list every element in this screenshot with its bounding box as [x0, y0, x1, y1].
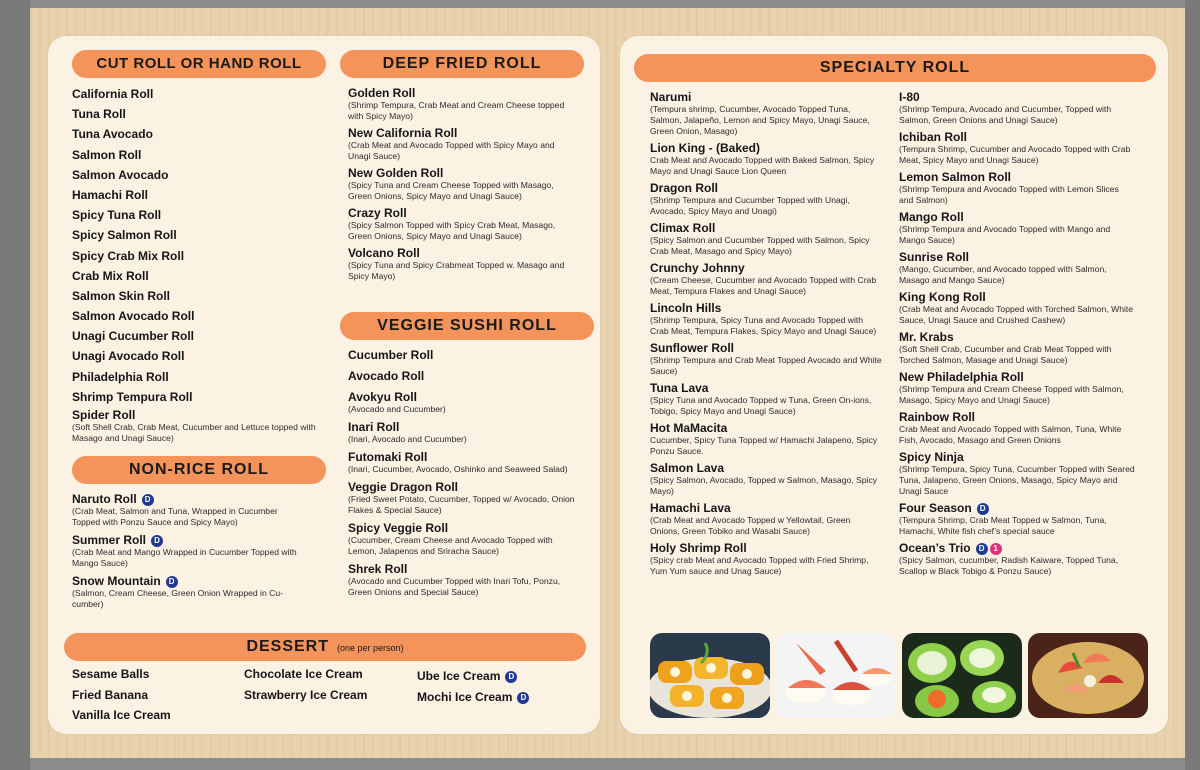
menu-item	[72, 492, 307, 528]
deep-fried-banner	[340, 50, 584, 78]
number-one-badge: 1	[990, 543, 1002, 555]
menu-item	[348, 450, 578, 475]
list-item	[417, 666, 587, 687]
item-description: (Shrimp Tempura, Avocado and Cucumber, Topped with Salmon, Green Onions and Unagi Sauce)	[899, 104, 1112, 125]
non-rice-title: NON-RICE ROLL	[128, 461, 270, 478]
item-name-text: Four Season	[899, 501, 972, 515]
item-description: (Shrimp Tempura and Avocado Topped with Lemon Slices and Salmon)	[899, 184, 1119, 205]
item-name: Hot MaMacita	[650, 421, 728, 435]
menu-item	[650, 501, 882, 537]
item-name: New Philadelphia Roll	[899, 370, 1024, 384]
item-description: (Fried Sweet Potato, Cucumber, Topped w/ Avocado, Onion Flakes & Special Sauce)	[348, 494, 575, 515]
item-name: Hamachi Lava	[650, 501, 731, 515]
non-rice-list	[72, 492, 307, 614]
item-description: (Spicy Salmon, Avocado, Topped w Salmon, Masago, Spicy Mayo)	[650, 475, 878, 496]
viewer-right-edge	[1185, 0, 1200, 770]
item-description: (Spicy Salmon, cucumber, Radish Kaiware, Topped Tuna, Scallop w Black Tobigo & Ponzu Sauce)	[899, 555, 1119, 576]
item-description: (Crab Meat and Avocado Topped w Yellowtail, Green Onions, Green Tobiko and Wasabi Sauce)	[650, 515, 851, 536]
menu-item	[899, 250, 1135, 286]
item-description: (Soft Shell Crab, Crab Meat, Cucumber and Lettuce topped with Masago and Unagi Sauce)	[72, 422, 316, 443]
dessert-note: (one per person)	[337, 643, 404, 653]
menu-item	[650, 421, 882, 457]
menu-item	[899, 130, 1135, 166]
item-description: (Spicy Tuna and Cream Cheese Topped with Masago, Green Onions, Spicy Mayo and Unagi Sauce)	[348, 180, 554, 201]
cucumber-rolls-image	[902, 633, 1022, 718]
item-name: Crazy Roll	[348, 206, 407, 220]
menu-item	[348, 480, 578, 516]
item-name: Dragon Roll	[650, 181, 718, 195]
menu-item	[348, 166, 578, 202]
nigiri-image	[776, 633, 896, 718]
item-description: (Crab Meat and Avocado Topped with Spicy Mayo and Unagi Sauce)	[348, 140, 555, 161]
menu-item	[348, 562, 578, 598]
item-description: (Shrimp Tempura and Avocado Topped with Mango and Mango Sauce)	[899, 224, 1111, 245]
menu-item	[650, 221, 882, 257]
item-name	[72, 574, 307, 588]
item-description: (Inari, Avocado and Cucumber)	[348, 434, 467, 444]
veggie-banner	[340, 312, 594, 340]
item-name: Lion King - (Baked)	[650, 141, 760, 155]
item-description: (Shrimp Tempura and Crab Meat Topped Avocado and White Sauce)	[650, 355, 882, 376]
dessert-col-1	[72, 664, 232, 726]
item-description: (Spicy crab Meat and Avocado Topped with Fried Shrimp, Yum Yum sauce and Unag Sauce)	[650, 555, 869, 576]
spider-roll-item	[72, 408, 342, 444]
menu-item	[348, 126, 578, 162]
menu-item	[650, 381, 882, 417]
specialty-right-list	[899, 90, 1135, 581]
list-item: Salmon Skin Roll	[72, 288, 171, 303]
list-item: Crab Mix Roll	[72, 268, 149, 283]
item-name: Spicy Ninja	[899, 450, 964, 464]
dairy-free-badge: D	[505, 671, 517, 683]
item-description: (Spicy Tuna and Avocado Topped w Tuna, Green On-ions, Tobigo, Spicy Mayo and Unagi Sauce)	[650, 395, 872, 416]
sushi-photo-sashimi-platter	[1028, 633, 1148, 718]
sushi-photo-nigiri	[776, 633, 896, 718]
list-item: Salmon Roll	[72, 147, 142, 162]
item-description: Crab Meat and Avocado Topped with Salmon, Tuna, White Fish, Avocado, Masago and Green Onions	[899, 424, 1122, 445]
item-description: (Cream Cheese, Cucumber and Avocado Topped with Crab Meat, Tempura Flakes and Unagi Sauce)	[650, 275, 877, 296]
item-name: Rainbow Roll	[899, 410, 975, 424]
menu-item	[650, 301, 882, 337]
item-description: (Mango, Cucumber, and Avocado topped with Salmon, Masago and Mango Sauce)	[899, 264, 1107, 285]
list-item: Spicy Tuna Roll	[72, 208, 162, 223]
dairy-free-badge: D	[151, 535, 163, 547]
specialty-title: SPECIALTY ROLL	[819, 59, 971, 76]
item-name-text: Summer Roll	[72, 533, 147, 547]
menu-item	[650, 541, 882, 577]
item-name: Spider Roll	[72, 408, 136, 422]
list-item: Spicy Crab Mix Roll	[72, 248, 185, 263]
veggie-title: VEGGIE SUSHI ROLL	[377, 317, 557, 334]
specialty-left-list	[650, 90, 882, 581]
item-name: Narumi	[650, 90, 692, 104]
menu-item	[650, 90, 882, 137]
item-description: (Shrimp Tempura and Cream Cheese Topped with Salmon, Masago, Spicy Mayo and Unagi Sauce)	[899, 384, 1124, 405]
item-description: (Shrimp Tempura and Cucumber Topped with Unagi, Avocado, Spicy Mayo and Unagi)	[650, 195, 850, 216]
cut-roll-title: CUT ROLL OR HAND ROLL	[96, 55, 302, 72]
item-name: Inari Roll	[348, 420, 400, 434]
list-item: Tuna Roll	[72, 107, 126, 122]
item-description: (Spicy Tuna and Spicy Crabmeat Topped w. Masago and Spicy Mayo)	[348, 260, 565, 281]
list-item	[417, 687, 587, 708]
item-name-text: Mochi Ice Cream	[417, 689, 513, 704]
dairy-free-badge: D	[977, 503, 989, 515]
menu-item	[348, 420, 578, 445]
menu-item	[899, 330, 1135, 366]
item-description: (Crab Meat and Avocado Topped with Torched Salmon, White Sauce, Unagi Sauce and Crushed Cashew)	[899, 304, 1134, 325]
sushi-photo-mango-rolls	[650, 633, 770, 718]
item-description: (Salmon, Cream Cheese, Green Onion Wrapped in Cu-cumber)	[72, 588, 283, 609]
item-name: Sunrise Roll	[899, 250, 970, 264]
item-description: (Inari, Cucumber, Avocado, Oshinko and Seaweed Salad)	[348, 464, 568, 474]
item-description: (Shrimp Tempura, Spicy Tuna and Avocado Topped with Crab Meat, Tempura Flakes, Spicy Mayo and Unagi Sauce)	[650, 315, 877, 336]
item-name: Golden Roll	[348, 86, 416, 100]
item-name: Shrek Roll	[348, 562, 408, 576]
mango-rolls-image	[650, 633, 770, 718]
item-name: Lincoln Hills	[650, 301, 722, 315]
dairy-free-badge: D	[142, 494, 154, 506]
item-description: (Tempura shrimp, Cucumber, Avocado Topped Tuna, Salmon, Jalapeño, Lemon and Spicy Mayo, Unagi Sauce, Green Onion, Masago)	[650, 104, 870, 136]
item-name: Holy Shrimp Roll	[650, 541, 747, 555]
item-name-text: Naruto Roll	[72, 492, 137, 506]
item-name: New California Roll	[348, 126, 458, 140]
item-description: (Avocado and Cucumber)	[348, 404, 446, 414]
list-item: Shrimp Tempura Roll	[72, 389, 193, 404]
list-item: Sesame Balls	[72, 667, 150, 681]
item-name: Veggie Dragon Roll	[348, 480, 459, 494]
deep-fried-list	[348, 86, 578, 286]
dessert-banner	[64, 633, 586, 661]
item-name: Lemon Salmon Roll	[899, 170, 1012, 184]
menu-item	[348, 369, 578, 383]
item-description: (Shrimp Tempura, Spicy Tuna, Cucumber Topped with Seared Tuna, Jalapeno, Green Onions, Masago, Spicy Mayo and Unagi Sauce	[899, 464, 1135, 496]
item-name: Avokyu Roll	[348, 390, 417, 404]
item-description: (Spicy Salmon and Cucumber Topped with Salmon, Spicy Crab Meat, Masago and Spicy Mayo)	[650, 235, 870, 256]
item-description: Cucumber, Spicy Tuna Topped w/ Hamachi Jalapeno, Spicy Ponzu Sauce.	[650, 435, 878, 456]
item-description: (Crab Meat, Salmon and Tuna, Wrapped in Cucumber Topped with Ponzu Sauce and Spicy Mayo)	[72, 506, 278, 527]
item-name: Tuna Lava	[650, 381, 709, 395]
list-item: Philadelphia Roll	[72, 369, 169, 384]
dessert-title: DESSERT	[246, 638, 330, 655]
item-name: New Golden Roll	[348, 166, 444, 180]
list-item: California Roll	[72, 87, 154, 101]
list-item: Tuna Avocado	[72, 127, 153, 142]
menu-item	[899, 290, 1135, 326]
menu-item	[72, 574, 307, 610]
cut-roll-list	[72, 84, 342, 448]
list-item: Fried Banana	[72, 687, 149, 702]
item-name: Volcano Roll	[348, 246, 420, 260]
menu-item	[650, 261, 882, 297]
viewer-left-edge	[0, 0, 30, 770]
item-name: Climax Roll	[650, 221, 716, 235]
list-item: Spicy Salmon Roll	[72, 228, 177, 243]
item-name	[899, 541, 1135, 555]
menu-item	[899, 410, 1135, 446]
item-name-text: Snow Mountain	[72, 574, 161, 588]
item-name: I-80	[899, 90, 920, 104]
item-name: Ichiban Roll	[899, 130, 968, 144]
menu-item	[899, 90, 1135, 126]
item-name: Mr. Krabs	[899, 330, 954, 344]
item-name: Crunchy Johnny	[650, 261, 745, 275]
menu-item	[348, 206, 578, 242]
item-description: (Tempura Shrimp, Cucumber and Avocado Topped with Crab Meat, Spicy Mayo and Unagi Sauce)	[899, 144, 1131, 165]
sashimi-platter-image	[1028, 633, 1148, 718]
item-name: King Kong Roll	[899, 290, 986, 304]
menu-item	[899, 170, 1135, 206]
menu-item	[899, 210, 1135, 246]
item-name-text: Ocean’s Trio	[899, 541, 971, 555]
item-description: (Tempura Shrimp, Crab Meat Topped w Salmon, Tuna, Hamachi, White fish chef’s special sauce	[899, 515, 1107, 536]
item-description: (Crab Meat and Mango Wrapped in Cucumber Topped with Mango Sauce)	[72, 547, 297, 568]
dessert-col-3	[417, 666, 587, 707]
menu-item	[348, 86, 578, 122]
item-name-text: Ube Ice Cream	[417, 669, 501, 683]
veggie-list	[348, 348, 578, 602]
menu-item	[899, 370, 1135, 406]
item-name: Cucumber Roll	[348, 348, 434, 362]
list-item: Hamachi Roll	[72, 187, 149, 202]
item-name: Salmon Lava	[650, 461, 725, 475]
menu-item	[899, 450, 1135, 497]
sushi-photo-cucumber-rolls	[902, 633, 1022, 718]
item-name	[899, 501, 1135, 515]
menu-item	[650, 181, 882, 217]
menu-item	[348, 348, 578, 362]
list-item: Chocolate Ice Cream	[244, 667, 363, 681]
menu-item	[348, 246, 578, 282]
item-description: Crab Meat and Avocado Topped with Baked Salmon, Spicy Mayo and Unagi Sauce Lion Queen	[650, 155, 875, 176]
dairy-free-badge: D	[976, 543, 988, 555]
item-name: Mango Roll	[899, 210, 964, 224]
menu-item	[72, 533, 307, 569]
dairy-free-badge: D	[166, 576, 178, 588]
list-item: Salmon Avocado Roll	[72, 309, 195, 324]
item-description: (Avocado and Cucumber Topped with Inari Tofu, Ponzu, Green Onions and Special Sauce)	[348, 576, 561, 597]
list-item: Unagi Cucumber Roll	[72, 329, 195, 344]
menu-item	[650, 461, 882, 497]
list-item: Unagi Avocado Roll	[72, 349, 185, 364]
item-description: (Shrimp Tempura, Crab Meat and Cream Cheese topped with Spicy Mayo)	[348, 100, 565, 121]
item-name	[72, 533, 307, 547]
item-name: Spicy Veggie Roll	[348, 521, 449, 535]
list-item: Vanilla Ice Cream	[72, 708, 171, 722]
list-item: Salmon Avocado	[72, 167, 169, 182]
menu-item	[899, 541, 1135, 577]
menu-item	[899, 501, 1135, 537]
cut-roll-banner	[72, 50, 326, 78]
menu-item	[348, 521, 578, 557]
menu-item	[348, 390, 578, 415]
non-rice-banner	[72, 456, 326, 484]
dessert-col-2	[244, 664, 404, 705]
item-description: (Cucumber, Cream Cheese and Avocado Topped with Lemon, Jalapenos and Sriracha Sauce)	[348, 535, 553, 556]
item-description: (Soft Shell Crab, Cucumber and Crab Meat Topped with Torched Salmon, Masage and Unagi Sauce)	[899, 344, 1112, 365]
item-description: (Spicy Salmon Topped with Spicy Crab Meat, Masago, Green Onions, Spicy Mayo and Unagi Sauce)	[348, 220, 556, 241]
item-name	[72, 492, 307, 506]
menu-spread	[30, 8, 1185, 758]
item-name: Sunflower Roll	[650, 341, 734, 355]
list-item: Strawberry Ice Cream	[244, 687, 368, 702]
dairy-free-badge: D	[517, 692, 529, 704]
menu-item	[650, 341, 882, 377]
item-name: Futomaki Roll	[348, 450, 428, 464]
menu-item	[650, 141, 882, 177]
specialty-banner	[634, 54, 1156, 82]
item-name: Avocado Roll	[348, 369, 425, 383]
deep-fried-title: DEEP FRIED ROLL	[382, 55, 542, 72]
